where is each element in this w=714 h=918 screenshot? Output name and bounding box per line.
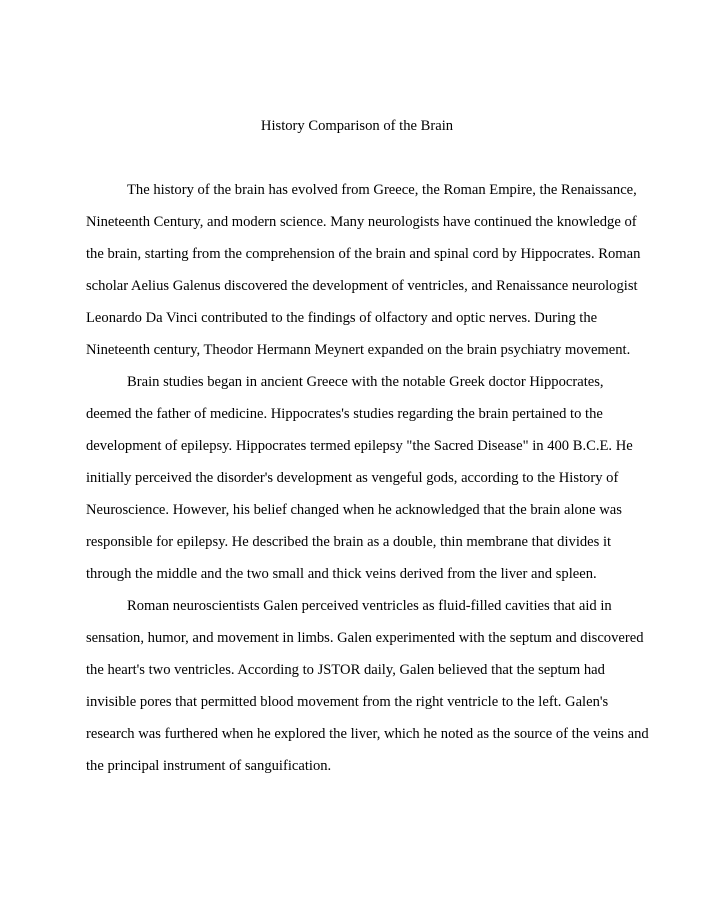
- paragraph-3-line-1: Roman neuroscientists Galen perceived ventricles as fluid-filled cavities that aid in: [127, 598, 612, 614]
- paragraph-3-line-3: the heart's two ventricles. According to JSTOR daily, Galen believed that the septum had: [86, 662, 605, 678]
- paragraph-1-line-1: The history of the brain has evolved from Greece, the Roman Empire, the Renaissance,: [127, 182, 637, 198]
- paragraph-2-line-5: Neuroscience. However, his belief changed when he acknowledged that the brain alone was: [86, 502, 622, 518]
- paragraph-2-line-6: responsible for epilepsy. He described the brain as a double, thin membrane that divides it: [86, 534, 612, 550]
- paragraph-2-line-1: Brain studies began in ancient Greece with the notable Greek doctor Hippocrates,: [127, 374, 604, 390]
- paragraph-2-line-3: development of epilepsy. Hippocrates termed epilepsy "the Sacred Disease" in 400 B.C.E. He: [86, 438, 633, 454]
- paragraph-3-line-5: research was furthered when he explored the liver, which he noted as the source of the veins and: [86, 726, 649, 742]
- paragraph-1-line-5: Leonardo Da Vinci contributed to the findings of olfactory and optic nerves. During the: [86, 310, 598, 326]
- document-title: History Comparison of the Brain: [260, 118, 454, 134]
- paragraph-3-line-6: the principal instrument of sanguification.: [86, 758, 332, 774]
- paragraph-2-line-7: through the middle and the two small and thick veins derived from the liver and spleen.: [86, 566, 597, 582]
- paragraph-3-line-4: invisible pores that permitted blood movement from the right ventricle to the left. Galen's: [86, 694, 609, 710]
- paragraph-1-line-3: the brain, starting from the comprehension of the brain and spinal cord by Hippocrates. Roman: [86, 246, 641, 262]
- paragraph-1-line-4: scholar Aelius Galenus discovered the development of ventricles, and Renaissance neurologist: [86, 278, 638, 294]
- paragraph-1-line-6: Nineteenth century, Theodor Hermann Meynert expanded on the brain psychiatry movement.: [86, 342, 631, 358]
- paragraph-2-line-2: deemed the father of medicine. Hippocrates's studies regarding the brain pertained to the: [86, 406, 603, 422]
- paragraph-2-line-4: initially perceived the disorder's development as vengeful gods, according to the History of: [86, 470, 619, 486]
- paragraph-1-line-2: Nineteenth Century, and modern science. Many neurologists have continued the knowledge of: [86, 214, 637, 230]
- paragraph-3-line-2: sensation, humor, and movement in limbs. Galen experimented with the septum and discovered: [86, 630, 644, 646]
